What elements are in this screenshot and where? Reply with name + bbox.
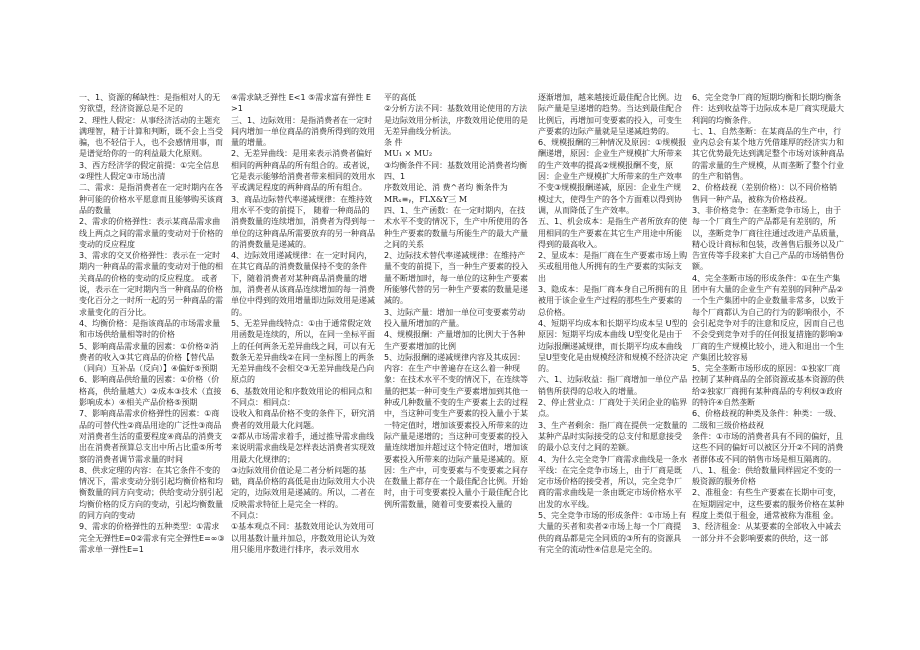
text-paragraph: 9、需求的价格弹性的五种类型：①需求完全无弹性E=0②需求有完全弹性E=∞③需求单一弹性E=1 <box>79 522 225 554</box>
text-paragraph: 3、经济租金：从某要素的全部收入中减去一部分并不会影响要素的供给，这一部 <box>692 522 842 543</box>
text-paragraph: 3、边际产量：增加一单位可变要素劳动投入量所增加的产量。 <box>384 307 526 328</box>
text-paragraph: 4、均衡价格：是指该商品的市场需求量和市场供给量相等时的价格 <box>79 318 221 340</box>
text-paragraph: 序数效用论、消 费^者均 衡条件为 <box>384 183 508 193</box>
text-paragraph: 6、价格歧视的种类及条件：种类：一级、二级和三级价格歧视 <box>692 409 842 430</box>
text-paragraph: ②分析方法不同：基数效用论使用的方法是边际效用分析法，序数效用论使用的是无差异曲线分析法。 <box>384 104 528 136</box>
text-paragraph: 5、无差异曲线特点：①由于通常假定效用函数是连续的，所以，在同一坐标平面上的任何两条无差异曲线之间，可以有无数条无差异曲线②在同一坐标图上的两条无差异曲线不会相交③无差异曲线是凸向原点的 <box>231 318 375 385</box>
text-paragraph: ①基本观点不同：基数效用论认为效用可以用基数计量并加总，序数效用论认为效用只能用序数进行排序，表示效用水 <box>231 522 375 554</box>
text-paragraph: 6、完全竞争厂商的短期均衡和长期均衡条件：达到收益等于边际成本是厂商实现最大利润的均衡条件。 <box>692 93 844 125</box>
text-paragraph: 四、1 <box>384 172 406 182</box>
text-paragraph: 5、完全垄断市场形成的原因：①独家厂商控制了某种商品的全部资源或基本资源的供给②独家厂商拥有某种商品的专利权③政府的特许④自然垄断 <box>692 364 844 408</box>
text-paragraph: 2、准租金：有些生产要素在长期中可变，在短期固定中，这些要素的服务价格在某种程度上类似于租金，通常被称为准租 金。 <box>692 488 844 520</box>
text-paragraph: 3、商品边际替代率递减规律：在维持效用水平不变的前提下， 随着一种商品的消费数量的连续增加，消费者为得到每一单位的这种商品所需要放弃的另一种商品的消费数量是递减的。 <box>231 194 375 249</box>
text-paragraph: 不同点： <box>231 510 263 520</box>
text-paragraph: 2、理性人假定：从事经济活动的主题充满理智，精于计算和判断，既不会上当受骗，也不轻信于人，也不会感情用事，而是谱觉给你的一的利益最大化原则。 <box>79 115 223 159</box>
text-paragraph: 4、规模报酬：产量增加的比例大于各种生产要素增加的比例 <box>384 330 526 351</box>
text-paragraph: 设收入和商品价格不变的条件下，研究消费者的效用最大化问题。 <box>231 409 375 430</box>
text-paragraph: 一、1、资源的稀缺性：是指相对人的无穷欲望，经济资源总是不足的 <box>79 93 221 114</box>
text-paragraph: 3、非价格竞争：在垄断竞争市场上，由于每一个厂商生产的产品都是有差别的，所以，垄断竞争厂商往往通过改进产品质量，精心设计商标和包装，改善售后服务以及广告宣传等手段来扩大自己产品的市场销售份额。 <box>692 205 844 272</box>
column-2 <box>231 92 377 555</box>
text-paragraph: 平的高低 <box>384 93 416 102</box>
text-paragraph: 2、边际技术替代率递减规律：在维持产量不变的前提下，当一种生产要素的投入量不断增加时，每一单位的这种生产要素所能够代替的另一种生产要素的数量是递减的。 <box>384 251 528 306</box>
text-paragraph: 三、1、边际效用：是指消费者在一定时间内增加一单位商品的消费所得到的效用量的增量。 <box>231 115 375 148</box>
text-paragraph: ④需求缺乏弹性 E<1 ⑤需求富有弹性 E>1 <box>231 93 371 114</box>
text-paragraph: 六、1、边际收益：指厂商增加一单位产品销售所获得的总收入的增量。 <box>538 375 688 396</box>
text-paragraph: 八、1、租金：供给数量同样固定不变的一般资源的服务价格 <box>692 465 842 487</box>
text-paragraph: 5、影响商品需求量的因素：①价格②消费者的收入③其它商品的价格【替代品（同向）互补品（反向）】④偏好⑤预期 <box>79 341 219 374</box>
text-paragraph: 8、供求定理的内容：在其它条件不变的情况下，需求变动分别引起均衡价格和均衡数量的同方向变动；供给变动分别引起均衡价格的反方向的变动，引起均衡数量的同方向的变动 <box>79 465 223 520</box>
text-paragraph: MRₓ≡ᵧ，FLX&Y三 M <box>384 194 468 204</box>
text-paragraph: ③边际效用价值论是二者分析问题的基础，商品价格的高低是由边际效用大小决定的，边际效用是递减的。所以，二者在反映需求特征上是完全一样的。 <box>231 465 375 509</box>
text-paragraph: 条件：①市场的消费者具有不同的偏好，且这些不同的偏好可以被区分开②不同的消费者群体或不同的销售市场是相互隔离的。 <box>692 431 844 464</box>
text-paragraph: 5、边际报酬的递减规律内容及其成因：内容：在生产中普遍存在这么着一种现象：在技术水平不变的情况下，在连续等量的把某一种可变生产要素增加到其他一种或几种数量不变的生产要素上去的过程中，当这种可变生产要素的投入量小于某一特定值时，增加该要素投入所带来的边际产量是递增的；当这种可变要素的投入量连续增加并超过这个特定值时，增加该要素投入所带来的边际产量是递减的。原因：生产中，可变要素与不变要素之间存在数量上都存在一个最佳配合比例。开始时，由于可变要素投入量小于最佳配合比例所需数量，随着可变要素投入量的 <box>384 352 528 509</box>
text-paragraph: ②都从市场需求着手，通过推导需求曲线来说明需求曲线是怎样表达消费者实现效用最大化规律的； <box>231 431 375 464</box>
text-paragraph: 2、价格歧视（差别价格）：以不同价格销售同一种产品，被称为价格歧视。 <box>692 183 838 204</box>
text-paragraph: 4、为什么完全竞争厂商需求曲线是一条水平线：在完全竞争市场上，由于厂商是既定市场价格的接受者，所以，完全竞争厂商的需求曲线是一条由既定市场价格水平出发的水平线。 <box>538 454 688 509</box>
column-3 <box>384 92 532 510</box>
text-paragraph: 七、1、自然垄断：在某商品的生产中，行业内总会有某个地方凭借雄厚的经济实力和其它优势最先达到满足整个市场对该种商品的需求量的生产规模，从而垄断了整个行业的生产和销售。 <box>692 126 844 182</box>
text-paragraph: 2、停止营业点：厂商处于关闭企业的临界点。 <box>538 398 688 419</box>
text-paragraph: 3、需求的交叉价格弹性：表示在一定时期内一种商品的需求量的变动对于他的相关商品的价格的变动的反应程度。 或者说，表示在一定时期内当一种商品的价格变化百分之一时所一起的另一种商品的需求量变化的百分比。 <box>79 251 223 317</box>
text-paragraph: ③均衡条件不同：基数效用论消费者均衡 <box>384 160 528 170</box>
text-paragraph: 5、完全竞争市场的形成条件：①市场上有大量的买者和卖者②市场上每一个厂商提供的商品都是完全同质的③所有的资源具有完全的流动性④信息是完全的。 <box>538 510 687 554</box>
text-paragraph: 6、基数效用论和序数效用论的相同点和不同点：相同点： <box>231 386 373 408</box>
text-paragraph: 五、1、机会成本：是指生产者所放弃的使用相同的生产要素在其它生产用途中所能得到的最高收入。 <box>538 217 688 249</box>
text-paragraph: 二、需求：是指消费者在一定时期内在各种可能的价格水平愿意而且能够购买该商品的数量 <box>79 183 223 215</box>
column-1 <box>79 92 225 555</box>
text-paragraph: 条 件 <box>384 138 403 148</box>
text-paragraph: 4、边际效用递减规律：在一定时间内，在其它商品的消费数量保持不变的条件下，随着消费者对某种商品消费量的增加，消费者从该商品连续增加的每一消费单位中得到的效用增量即边际效用是递减的。 <box>231 251 375 317</box>
text-paragraph: 2、需求的价格弹性：表示某商品需求曲线上两点之间的需求量的变动对于价格的变动的反应程度 <box>79 217 223 249</box>
text-paragraph: 6、规模报酬的三种情况及原因：①规模报酬递增，原因：企业生产规模扩大所带来的生产效率的提高②规模报酬不变，原因：企业生产规模扩大所带来的生产效率不变③规模报酬递减，原因：企业生产规模过大，使得生产的各个方面难以得到协调，从而降低了生产效率。 <box>538 138 687 215</box>
text-paragraph: 4、完全垄断市场的形成条件：①在生产集团中有大量的企业生产有差别的同种产品②一个生产集团中的企业数量非常多，以致于每个厂商都认为自己的行为的影响很小，不会引起竞争对手的注意和反应，因而自己也不会受到竞争对手的任何报复措施的影响③厂商的生产规模比较小，进入和退出一个生产集团比较容易 <box>692 273 844 362</box>
text-paragraph: ②理性人假定③市场出清 <box>79 172 166 182</box>
column-5 <box>692 92 844 544</box>
text-paragraph: 四、1、生产函数：在一定时期内，在技术水平不变的情况下，生产中所使用的各种生产要素的数量与所能生产的最大产量之间的关系 <box>384 205 528 249</box>
text-paragraph: 3、隐成本：是指厂商本身自己所拥有的且被用于该企业生产过程的那些生产要素的总价格。 <box>538 285 688 317</box>
text-paragraph: 6、影响商品供给量的因素：①价格（价格高，供给量越大）②成本③技术（直接影响成本）④相关产品价格⑤预期 <box>79 375 222 408</box>
text-paragraph: 7、影响商品需求价格弹性的因素：①商品的可替代性②商品用途的广泛性③商品对消费者生活的重要程度④商品的消费支出在消费者预算总支出中所占比重⑤所考察的消费者调节需求量的时间 <box>79 409 223 464</box>
text-paragraph: 3、生产者剩余：指厂商在提供一定数量的某种产品时实际接受的总支付和愿意接受的最小总支付之间的差额。 <box>538 420 688 453</box>
text-paragraph: 2、无差异曲线：是用来表示消费者偏好相同的两种商品的所有组合的。或者说，它是表示能够给消费者带来相同的效用水平或满足程度的两种商品的所有组合。 <box>231 149 375 193</box>
text-paragraph: 逐渐增加，越来越接近最佳配合比例。边际产量是呈递增的趋势。当达到最佳配合比例后，再增加可变要素的投入，可变生产要素的边际产量就是呈递减趋势的。 <box>538 93 682 136</box>
text-paragraph: MU₁ × MU₂ <box>384 149 433 159</box>
text-paragraph: 3、西方经济学的假定前提：①完全信息 <box>79 160 220 170</box>
column-4 <box>538 92 688 555</box>
text-paragraph: 2、显成本：是指厂商在生产要素市场上购买或租用他人所拥有的生产要素的实际支出 <box>538 251 688 283</box>
text-paragraph: 4、短期平均成本和长期平均成本呈 U型的原因：短期平均成本曲线 U型变化是由于边际报酬递减规律，而长期平均成本曲线呈U型变化是由规模经济和规模不经济决定的。 <box>538 318 688 374</box>
